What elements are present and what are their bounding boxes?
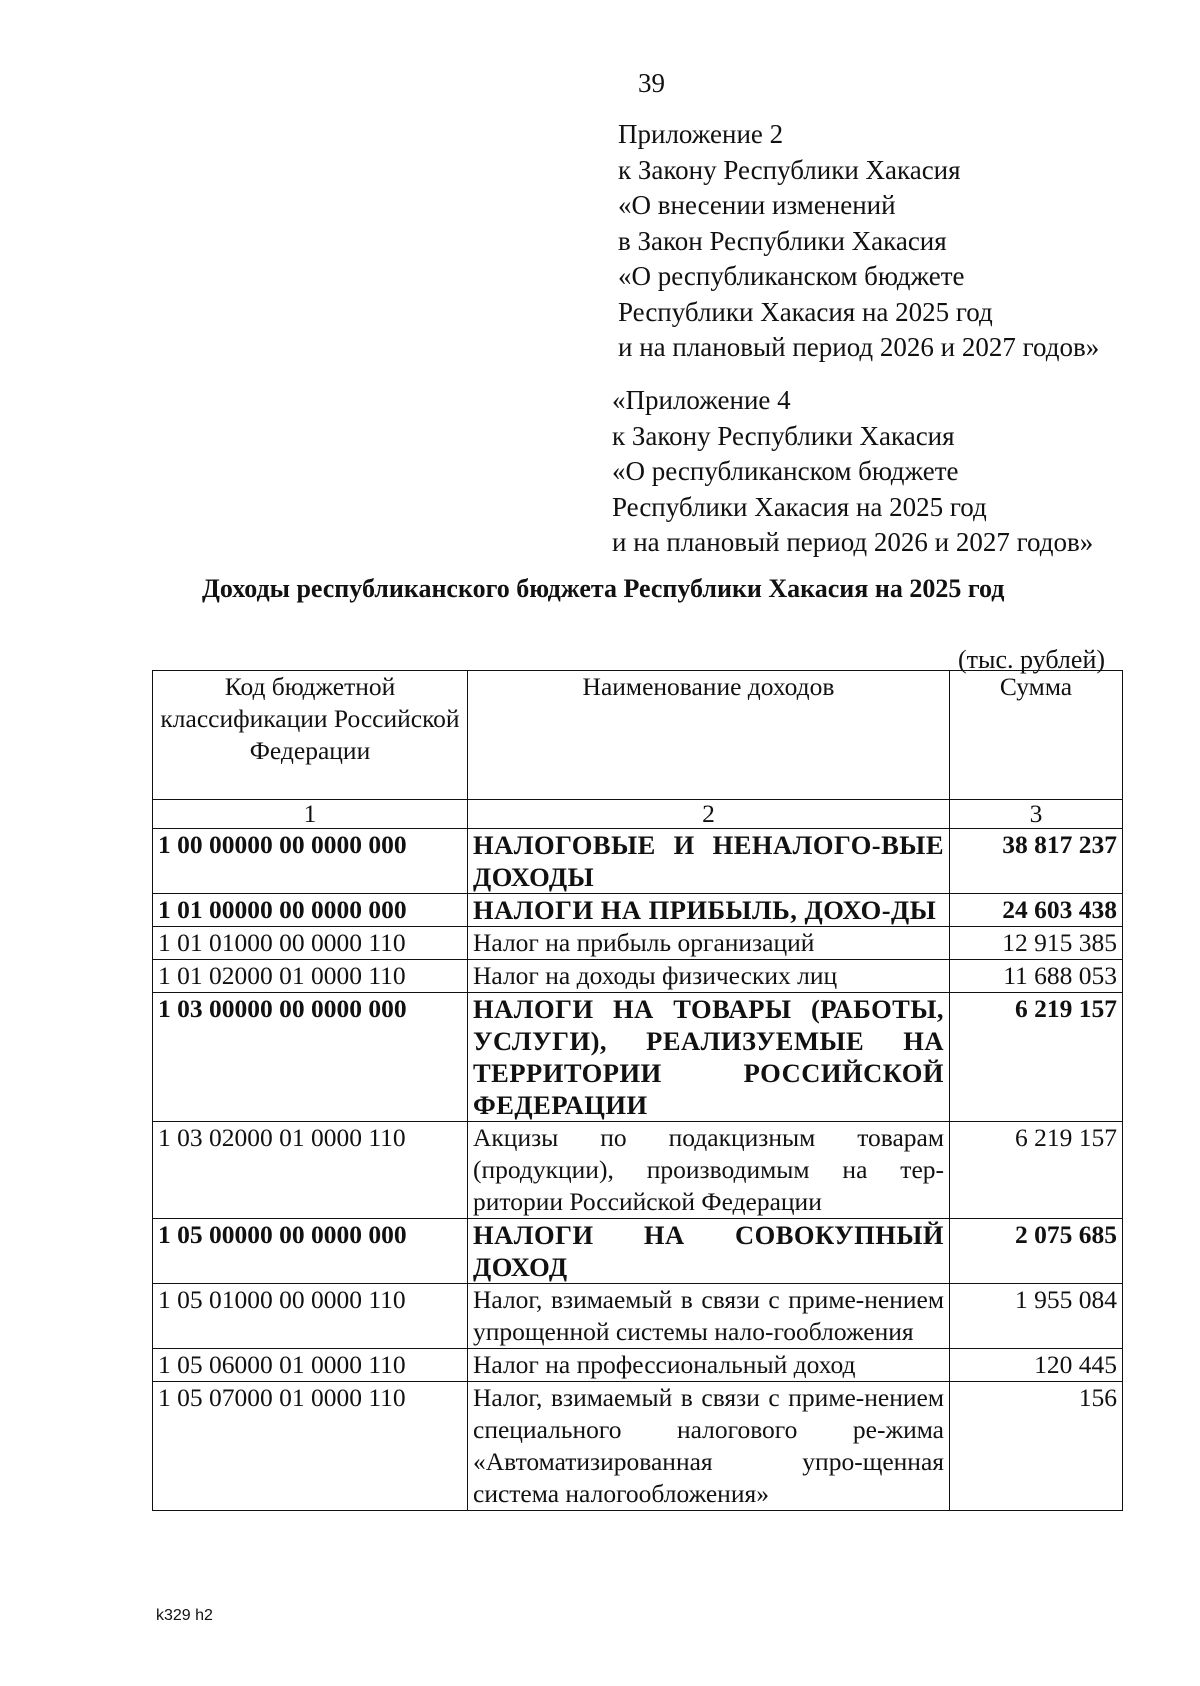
table-row — [153, 1382, 1123, 1511]
name-cell: НАЛОГОВЫЕ И НЕНАЛОГО-ВЫЕ ДОХОДЫ — [468, 829, 950, 894]
table-row — [153, 960, 1123, 993]
column-number: 3 — [950, 800, 1123, 829]
name-cell: Акцизы по подакцизным товарам (продукции), производимым на тер-ритории Российской Федерации — [468, 1122, 950, 1219]
amount-cell: 38 817 237 — [950, 829, 1123, 894]
amount-cell: 11 688 053 — [950, 960, 1123, 993]
header-name: Наименование доходов — [468, 671, 950, 800]
footer-document-code: k329 h2 — [156, 1607, 213, 1624]
amount-cell: 6 219 157 — [950, 1122, 1123, 1219]
amount-cell: 24 603 438 — [950, 894, 1123, 927]
appendix-reference-budget-law — [612, 383, 1093, 561]
code-cell: 1 05 00000 00 0000 000 — [153, 1219, 468, 1284]
name-cell: Налог, взимаемый в связи с приме-нением упрощенной системы нало-гообложения — [468, 1284, 950, 1349]
amount-cell: 2 075 685 — [950, 1219, 1123, 1284]
code-cell: 1 01 01000 00 0000 110 — [153, 927, 468, 960]
amount-cell: 1 955 084 — [950, 1284, 1123, 1349]
amount-cell: 120 445 — [950, 1349, 1123, 1382]
name-cell: НАЛОГИ НА СОВОКУПНЫЙ ДОХОД — [468, 1219, 950, 1284]
code-cell: 1 00 00000 00 0000 000 — [153, 829, 468, 894]
table-row — [153, 993, 1123, 1122]
appendix-line: в Закон Республики Хакасия — [618, 225, 947, 256]
appendix-reference-amending-law — [618, 117, 1099, 366]
amount-cell: 12 915 385 — [950, 927, 1123, 960]
name-cell: НАЛОГИ НА ПРИБЫЛЬ, ДОХО-ДЫ — [468, 894, 950, 927]
appendix-line: к Закону Республики Хакасия — [612, 420, 955, 451]
appendix-line: «О республиканском бюджете — [612, 456, 959, 486]
table-row — [153, 1349, 1123, 1382]
table-row — [153, 927, 1123, 960]
appendix-line: и на плановый период 2026 и 2027 годов» — [618, 332, 1100, 362]
appendix-line: Республики Хакасия на 2025 год — [612, 491, 987, 522]
code-cell: 1 05 06000 01 0000 110 — [153, 1349, 468, 1382]
table-row — [153, 829, 1123, 894]
column-number: 2 — [468, 800, 950, 829]
name-cell: НАЛОГИ НА ТОВАРЫ (РАБОТЫ, УСЛУГИ), РЕАЛИЗУЕМЫЕ НА ТЕРРИТОРИИ РОССИЙСКОЙ ФЕДЕРАЦИИ — [468, 993, 950, 1122]
name-cell: Налог на профессиональный доход — [468, 1349, 950, 1382]
amount-cell: 156 — [950, 1382, 1123, 1511]
appendix-line: «Приложение 4 — [612, 385, 791, 415]
appendix-line: Республики Хакасия на 2025 год — [618, 296, 993, 327]
code-cell: 1 01 00000 00 0000 000 — [153, 894, 468, 927]
code-cell: 1 01 02000 01 0000 110 — [153, 960, 468, 993]
table-header-row — [153, 671, 1123, 800]
revenue-table — [152, 670, 1123, 1511]
header-amount: Сумма — [950, 671, 1123, 800]
table-row — [153, 1122, 1123, 1219]
header-code: Код бюджетной классификации Российской Федерации — [153, 671, 468, 800]
appendix-line: «О внесении изменений — [618, 190, 896, 220]
table-row — [153, 1284, 1123, 1349]
appendix-line: Приложение 2 — [618, 119, 784, 149]
document-title: Доходы республиканского бюджета Республики Хакасия на 2025 год — [202, 574, 1005, 603]
column-number: 1 — [153, 800, 468, 829]
page-number: 39 — [638, 68, 665, 98]
appendix-line: к Закону Республики Хакасия — [618, 154, 961, 185]
code-cell: 1 05 07000 01 0000 110 — [153, 1382, 468, 1511]
code-cell: 1 03 02000 01 0000 110 — [153, 1122, 468, 1219]
code-cell: 1 05 01000 00 0000 110 — [153, 1284, 468, 1349]
column-number-row — [153, 800, 1123, 829]
code-cell: 1 03 00000 00 0000 000 — [153, 993, 468, 1122]
amount-cell: 6 219 157 — [950, 993, 1123, 1122]
appendix-line: «О республиканском бюджете — [618, 261, 965, 291]
name-cell: Налог на прибыль организаций — [468, 927, 950, 960]
name-cell: Налог, взимаемый в связи с приме-нением специального налогового ре-жима «Автоматизированная упро-щенная система налогообложения» — [468, 1382, 950, 1511]
name-cell: Налог на доходы физических лиц — [468, 960, 950, 993]
table-row — [153, 894, 1123, 927]
units-note: (тыс. рублей) — [958, 645, 1106, 674]
appendix-line: и на плановый период 2026 и 2027 годов» — [612, 527, 1094, 557]
table-body — [153, 829, 1123, 1511]
table-row — [153, 1219, 1123, 1284]
